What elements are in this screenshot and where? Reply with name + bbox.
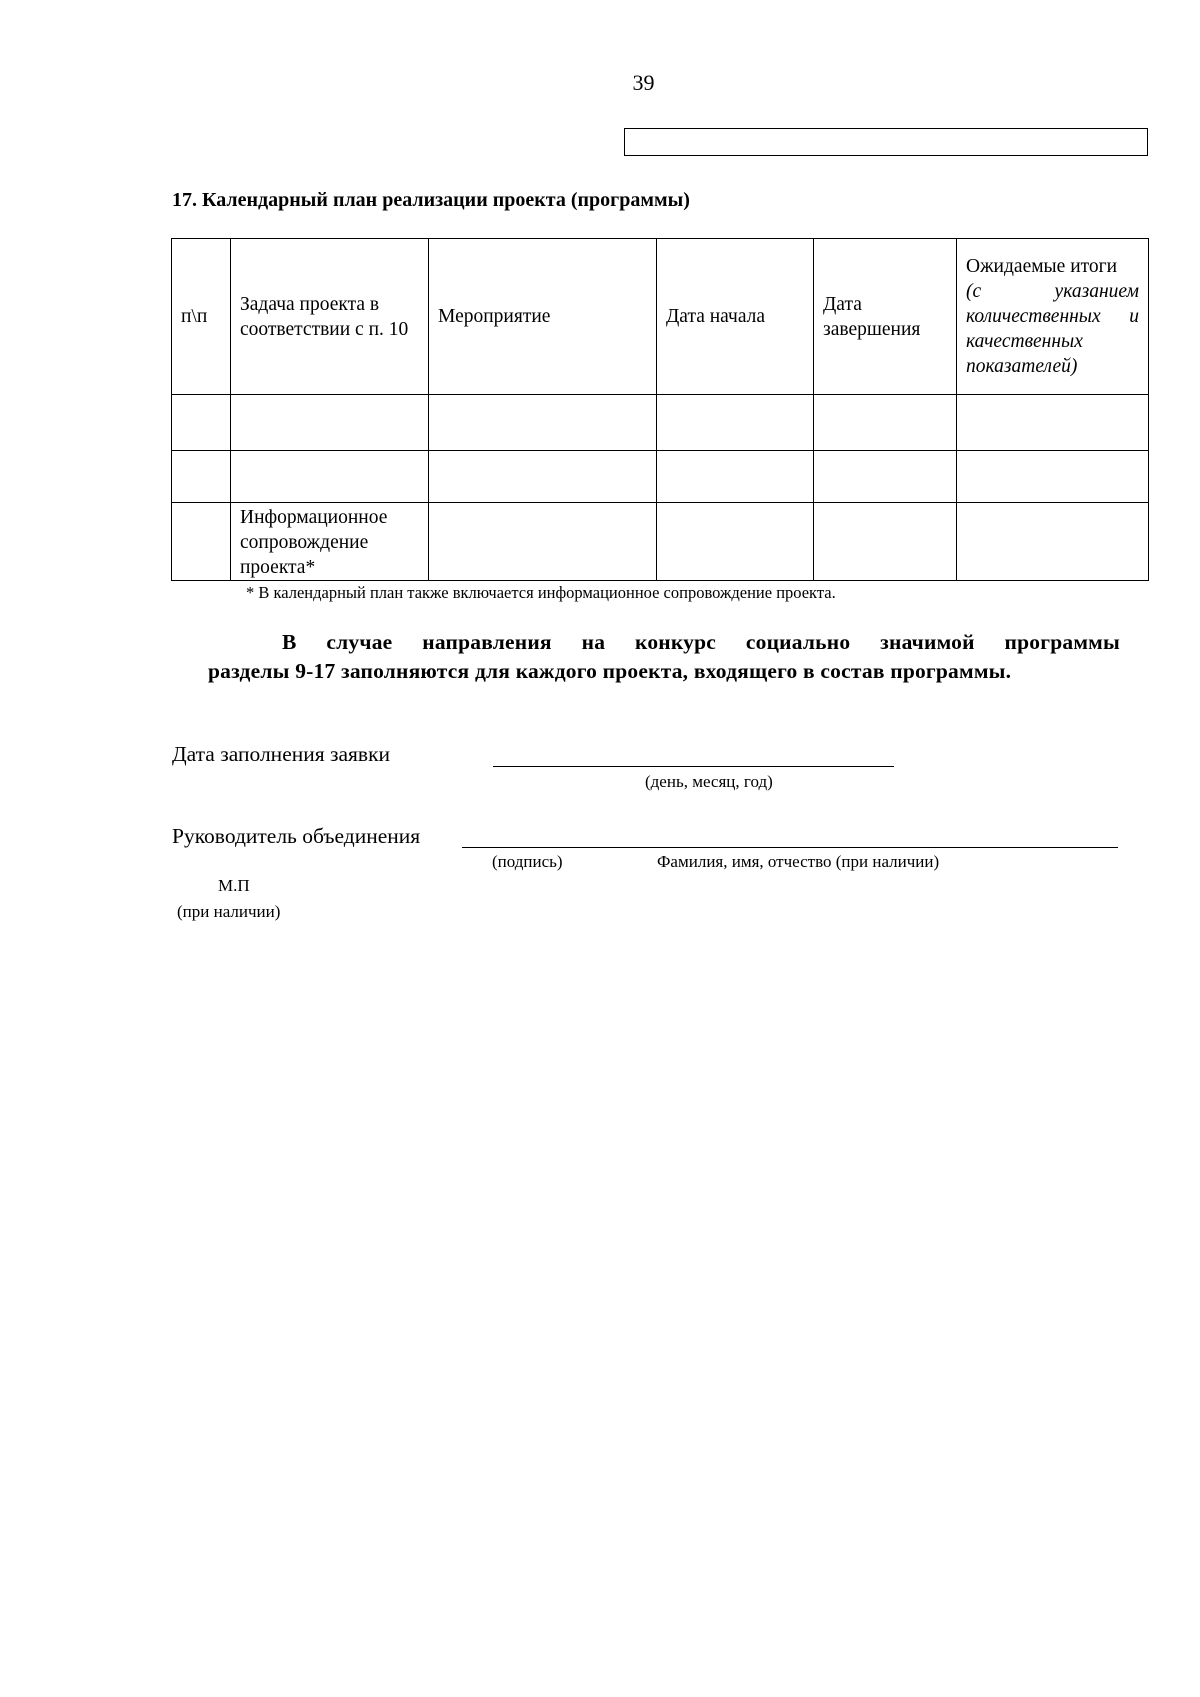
table-row [172,503,1149,581]
header-start-date: Дата начала [657,239,814,395]
page-number: 39 [632,70,655,95]
cell-end-date[interactable] [814,395,957,451]
header-expected-results [957,239,1149,395]
cell-num[interactable] [172,503,231,581]
cell-start-date[interactable] [657,395,814,451]
header-task: Задача проекта в соответствии с п. 10 [231,239,429,395]
header-expected-title: Ожидаемые итоги [966,256,1118,277]
fill-date-label: Дата заполнения заявки [172,742,391,766]
cell-end-date[interactable] [814,451,957,503]
cell-event[interactable] [429,503,657,581]
notice-line-1: В случае направления на конкурс социально значимой программы [282,630,1120,654]
full-name-caption: Фамилия, имя, отчество (при наличии) [657,852,940,871]
registration-number-box [624,128,1148,156]
table-row [172,451,1149,503]
stamp-label: М.П [218,876,250,895]
stamp-note: (при наличии) [177,902,281,921]
header-expected-note: (с указанием количественных и качественных показателей) [966,281,1139,377]
cell-num[interactable] [172,451,231,503]
cell-start-date[interactable] [657,503,814,581]
cell-event[interactable] [429,395,657,451]
cell-task[interactable] [231,395,429,451]
fill-date-line[interactable] [493,766,894,767]
cell-event[interactable] [429,451,657,503]
cell-end-date[interactable] [814,503,957,581]
cell-expected[interactable] [957,503,1149,581]
head-label: Руководитель объединения [172,824,421,848]
header-end-date: Дата завершения [814,239,957,395]
calendar-plan-table [171,238,1149,581]
section-title: 17. Календарный план реализации проекта (программы) [172,189,690,211]
table-row [172,395,1149,451]
signature-caption: (подпись) [492,852,563,871]
fill-date-caption: (день, месяц, год) [645,772,773,791]
cell-expected[interactable] [957,395,1149,451]
table-footnote: * В календарный план также включается информационное сопровождение проекта. [246,583,836,602]
program-notice [208,628,1120,686]
notice-line-2: разделы 9-17 заполняются для каждого проекта, входящего в состав программы. [208,659,1012,683]
table-header-row [172,239,1149,395]
cell-start-date[interactable] [657,451,814,503]
cell-num[interactable] [172,395,231,451]
header-event: Мероприятие [429,239,657,395]
cell-expected[interactable] [957,451,1149,503]
cell-task[interactable] [231,451,429,503]
head-signature-line[interactable] [462,847,1118,848]
cell-task[interactable]: Информационное сопровождение проекта* [231,503,429,581]
header-num: п\п [172,239,231,395]
